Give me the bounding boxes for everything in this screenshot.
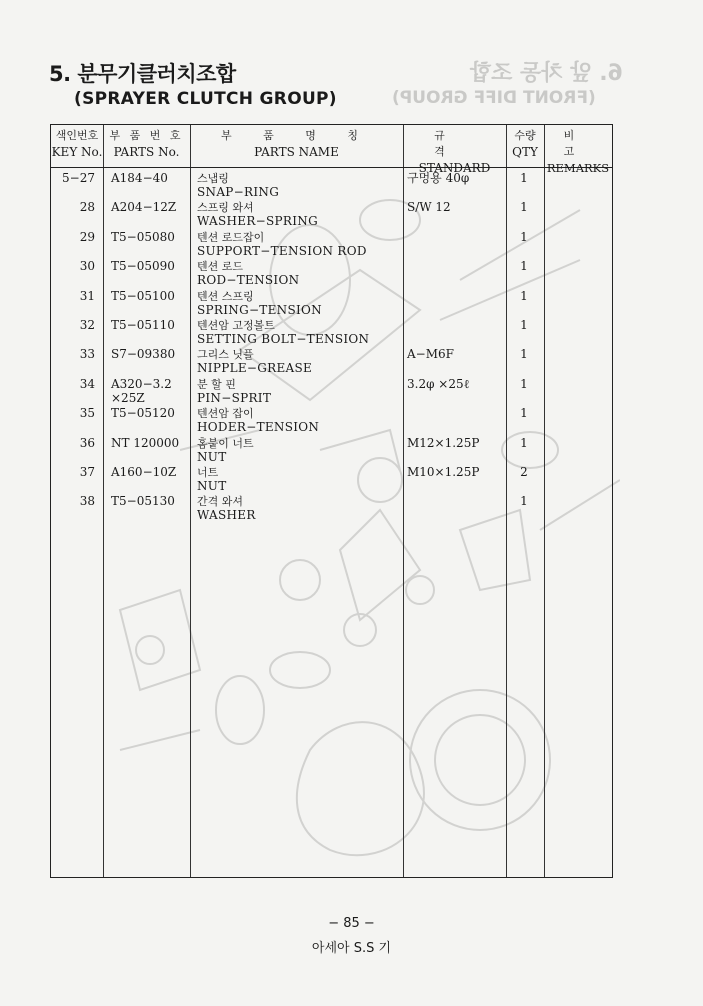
part-name-en: SNAP−RING — [197, 185, 280, 199]
part-name-en: NUT — [197, 479, 227, 493]
part-name-ko: 텐션 스프링 — [197, 289, 254, 303]
part-name-ko: 분 할 핀 — [197, 377, 236, 391]
header-standard-ko: 규 격 — [434, 129, 475, 158]
bleed-through-title: 6. 앞 차동 조합 — [470, 61, 623, 86]
part-number: S7−09380 — [111, 347, 176, 362]
part-name-ko: 간격 와셔 — [197, 495, 244, 509]
part-number: NT 120000 — [111, 435, 180, 450]
header-parts-no-ko: 부 품 번 호 — [109, 129, 184, 142]
divider — [403, 125, 404, 877]
key-no: 37 — [79, 465, 95, 479]
quantity: 1 — [520, 171, 528, 185]
part-name-ko: 텐션암 고정볼트 — [197, 319, 275, 332]
divider — [190, 125, 191, 877]
part-name-ko: 그리스 닛플 — [197, 348, 254, 362]
header-parts-no-en: PARTS No. — [113, 145, 180, 159]
key-no: 34 — [79, 376, 95, 391]
divider — [103, 125, 104, 877]
part-number: A320−3.2 — [111, 376, 172, 391]
header-divider — [51, 167, 612, 168]
header-remarks-ko: 비 고 — [563, 129, 593, 158]
part-number: T5−05120 — [111, 406, 175, 421]
parts-table — [50, 124, 613, 878]
header-parts-name — [190, 128, 403, 160]
header-key — [51, 128, 103, 160]
header-remarks — [544, 128, 612, 176]
key-no: 30 — [79, 259, 95, 274]
header-key-en: KEY No. — [51, 145, 103, 159]
part-name-ko: 텐션 로드 — [197, 260, 244, 274]
header-qty-ko: 수량 — [514, 129, 536, 142]
part-number: A160−10Z — [111, 465, 177, 479]
part-number: A204−12Z — [111, 200, 177, 215]
standard: M12×1.25P — [407, 435, 480, 450]
quantity: 1 — [520, 229, 528, 244]
part-name-en: WASHER−SPRING — [197, 214, 318, 229]
part-name-en: HODER−TENSION — [197, 420, 320, 435]
bleed-through-subtitle: (FRONT DIFF GROUP) — [392, 88, 596, 108]
key-no: 29 — [79, 229, 95, 244]
quantity: 1 — [520, 318, 528, 332]
section-subtitle: (SPRAYER CLUTCH GROUP) — [74, 89, 337, 109]
quantity: 1 — [520, 259, 528, 274]
part-name-ko: 홈붙이 너트 — [197, 436, 254, 450]
part-name-ko: 스냅링 — [197, 172, 229, 185]
quantity: 1 — [520, 200, 528, 215]
part-name-ko: 스프링 와셔 — [197, 201, 254, 215]
part-name-en: SETTING BOLT−TENSION — [197, 332, 370, 346]
key-no: 36 — [79, 435, 95, 450]
header-parts-name-en: PARTS NAME — [254, 145, 339, 159]
part-name-en: SUPPORT−TENSION ROD — [197, 243, 367, 258]
part-number: A184−40 — [111, 171, 168, 185]
page-number: − 85 − — [328, 916, 375, 931]
part-number: T5−05130 — [111, 494, 175, 509]
quantity: 2 — [520, 465, 528, 479]
standard: A−M6F — [407, 347, 454, 362]
section-title: 5. 분무기클러치조합 — [49, 62, 236, 86]
part-name-en: NUT — [197, 449, 227, 464]
divider — [544, 125, 545, 877]
part-name-en: SPRING−TENSION — [197, 302, 322, 317]
part-name-ko: 텐션 로드잡이 — [197, 230, 265, 244]
header-parts-name-ko: 부 품 명 칭 — [221, 129, 372, 142]
quantity: 1 — [520, 406, 528, 421]
header-qty — [506, 128, 544, 160]
quantity: 1 — [520, 288, 528, 303]
standard: 구멍용 40φ — [407, 171, 470, 185]
header-qty-en: QTY — [512, 145, 538, 159]
quantity: 1 — [520, 347, 528, 362]
part-name-ko: 너트 — [197, 466, 219, 479]
key-no: 31 — [79, 288, 95, 303]
part-name-en: PIN−SPRIT — [197, 390, 272, 405]
quantity: 1 — [520, 376, 528, 391]
part-number-cont: ×25Z — [111, 390, 145, 405]
part-name-en: WASHER — [197, 508, 256, 523]
header-key-ko: 색인번호 — [55, 129, 99, 142]
key-no: 28 — [79, 200, 95, 215]
key-no: 5−27 — [62, 171, 95, 185]
header-parts-no — [103, 128, 190, 160]
part-number: T5−05100 — [111, 288, 175, 303]
standard: M10×1.25P — [407, 465, 480, 479]
part-number: T5−05080 — [111, 229, 175, 244]
quantity: 1 — [520, 494, 528, 509]
part-name-en: NIPPLE−GREASE — [197, 361, 313, 376]
header-standard — [403, 128, 506, 176]
key-no: 35 — [79, 406, 95, 421]
divider — [506, 125, 507, 877]
footer-company: 아세아 S.S 기 — [311, 941, 392, 956]
part-name-ko: 텐션암 잡이 — [197, 407, 254, 421]
part-name-en: ROD−TENSION — [197, 273, 300, 288]
header-remarks-en: REMARKS — [546, 161, 610, 175]
key-no: 38 — [79, 494, 95, 509]
quantity: 1 — [520, 435, 528, 450]
header-standard-en: STANDARD — [418, 161, 491, 175]
part-number: T5−05110 — [111, 318, 175, 332]
standard: S/W 12 — [407, 200, 451, 215]
key-no: 32 — [79, 318, 95, 332]
key-no: 33 — [79, 347, 95, 362]
standard: 3.2φ ×25ℓ — [407, 376, 470, 391]
part-number: T5−05090 — [111, 259, 175, 274]
